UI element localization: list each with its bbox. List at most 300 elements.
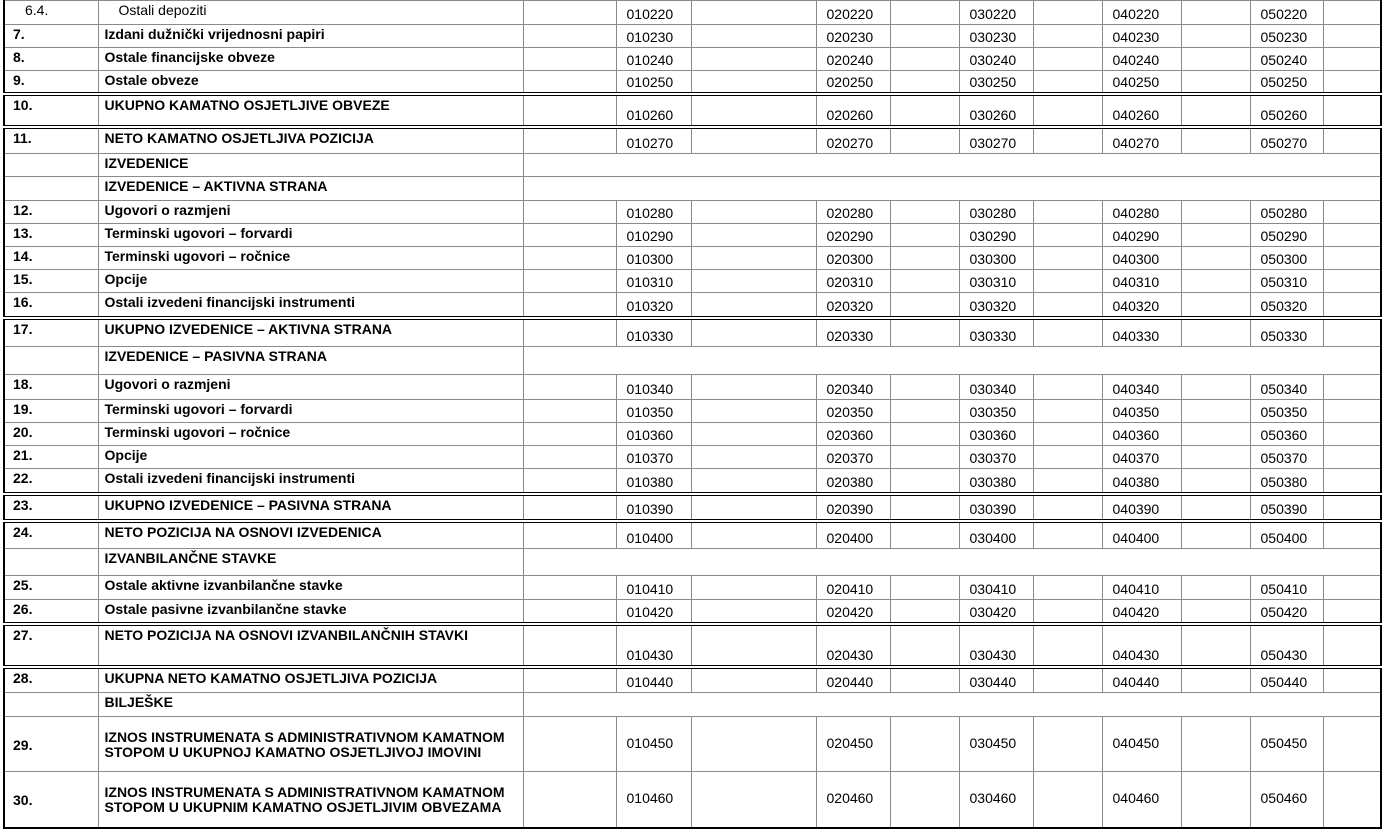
row-number: 11. bbox=[4, 127, 98, 154]
aop-code-cell: 030390 bbox=[959, 494, 1033, 521]
aop-code-cell: 040370 bbox=[1102, 446, 1181, 469]
value-input-cell[interactable] bbox=[1033, 423, 1102, 446]
value-input-cell[interactable] bbox=[1181, 667, 1250, 693]
report-table bbox=[3, 0, 1382, 829]
row-label: IZVEDENICE – PASIVNA STRANA bbox=[98, 347, 523, 375]
empty-cell bbox=[523, 624, 616, 667]
aop-code-cell: 040230 bbox=[1102, 25, 1181, 48]
value-input-cell[interactable] bbox=[1323, 71, 1381, 94]
value-input-cell[interactable] bbox=[1181, 224, 1250, 247]
value-input-cell[interactable] bbox=[1181, 446, 1250, 469]
value-input-cell[interactable] bbox=[890, 469, 959, 494]
aop-code-cell: 010240 bbox=[616, 48, 691, 71]
value-input-cell[interactable] bbox=[890, 127, 959, 154]
aop-code-cell: 030440 bbox=[959, 667, 1033, 693]
value-input-cell[interactable] bbox=[1181, 600, 1250, 624]
value-input-cell[interactable] bbox=[691, 469, 816, 494]
value-input-cell[interactable] bbox=[1181, 127, 1250, 154]
value-input-cell[interactable] bbox=[1323, 1, 1381, 25]
aop-code-cell: 040410 bbox=[1102, 576, 1181, 600]
value-input-cell[interactable] bbox=[691, 446, 816, 469]
empty-cell bbox=[523, 247, 616, 270]
aop-code-cell: 040250 bbox=[1102, 71, 1181, 94]
aop-code-cell: 020370 bbox=[816, 446, 890, 469]
value-input-cell[interactable] bbox=[890, 247, 959, 270]
empty-cell bbox=[523, 94, 616, 127]
aop-code-cell: 030250 bbox=[959, 71, 1033, 94]
aop-code-cell: 020270 bbox=[816, 127, 890, 154]
value-input-cell[interactable] bbox=[890, 667, 959, 693]
value-input-cell[interactable] bbox=[691, 717, 816, 772]
value-input-cell[interactable] bbox=[1033, 71, 1102, 94]
empty-cell bbox=[523, 494, 616, 521]
section-spacer bbox=[523, 154, 1381, 177]
row-number bbox=[4, 177, 98, 201]
table-row bbox=[4, 48, 1381, 71]
row-number: 19. bbox=[4, 400, 98, 423]
value-input-cell[interactable] bbox=[1033, 576, 1102, 600]
aop-code-cell: 020250 bbox=[816, 71, 890, 94]
aop-code-cell: 030420 bbox=[959, 600, 1033, 624]
value-input-cell[interactable] bbox=[691, 423, 816, 446]
aop-code-cell: 020420 bbox=[816, 600, 890, 624]
aop-code-cell: 030350 bbox=[959, 400, 1033, 423]
value-input-cell[interactable] bbox=[1323, 318, 1381, 347]
value-input-cell[interactable] bbox=[1181, 717, 1250, 772]
aop-code-cell: 050460 bbox=[1250, 772, 1323, 828]
aop-code-cell: 040330 bbox=[1102, 318, 1181, 347]
value-input-cell[interactable] bbox=[1033, 1, 1102, 25]
aop-code-cell: 030270 bbox=[959, 127, 1033, 154]
value-input-cell[interactable] bbox=[1323, 375, 1381, 400]
value-input-cell[interactable] bbox=[1323, 400, 1381, 423]
value-input-cell[interactable] bbox=[1181, 201, 1250, 224]
table-row bbox=[4, 224, 1381, 247]
aop-code-cell: 020340 bbox=[816, 375, 890, 400]
value-input-cell[interactable] bbox=[890, 494, 959, 521]
value-input-cell[interactable] bbox=[691, 375, 816, 400]
aop-code-cell: 010440 bbox=[616, 667, 691, 693]
aop-code-cell: 050430 bbox=[1250, 624, 1323, 667]
value-input-cell[interactable] bbox=[1033, 717, 1102, 772]
value-input-cell[interactable] bbox=[1181, 318, 1250, 347]
value-input-cell[interactable] bbox=[890, 1, 959, 25]
row-number: 16. bbox=[4, 293, 98, 318]
value-input-cell[interactable] bbox=[890, 521, 959, 549]
aop-code-cell: 010360 bbox=[616, 423, 691, 446]
aop-code-cell: 010300 bbox=[616, 247, 691, 270]
row-label: UKUPNA NETO KAMATNO OSJETLJIVA POZICIJA bbox=[98, 667, 523, 693]
row-label: IZVANBILANČNE STAVKE bbox=[98, 549, 523, 576]
aop-code-cell: 050220 bbox=[1250, 1, 1323, 25]
aop-code-cell: 040220 bbox=[1102, 1, 1181, 25]
row-label: Ostale aktivne izvanbilančne stavke bbox=[98, 576, 523, 600]
aop-code-cell: 030400 bbox=[959, 521, 1033, 549]
value-input-cell[interactable] bbox=[890, 600, 959, 624]
row-label: Ostale obveze bbox=[98, 71, 523, 94]
row-number: 23. bbox=[4, 494, 98, 521]
aop-code-cell: 010280 bbox=[616, 201, 691, 224]
aop-code-cell: 010250 bbox=[616, 71, 691, 94]
value-input-cell[interactable] bbox=[691, 494, 816, 521]
row-number: 24. bbox=[4, 521, 98, 549]
aop-code-cell: 020450 bbox=[816, 717, 890, 772]
table-row bbox=[4, 71, 1381, 94]
aop-code-cell: 040240 bbox=[1102, 48, 1181, 71]
value-input-cell[interactable] bbox=[1323, 293, 1381, 318]
aop-code-cell: 050380 bbox=[1250, 469, 1323, 494]
table-row bbox=[4, 201, 1381, 224]
value-input-cell[interactable] bbox=[1181, 71, 1250, 94]
row-label: IZVEDENICE bbox=[98, 154, 523, 177]
empty-cell bbox=[523, 717, 616, 772]
value-input-cell[interactable] bbox=[691, 1, 816, 25]
value-input-cell[interactable] bbox=[1033, 624, 1102, 667]
aop-code-cell: 020380 bbox=[816, 469, 890, 494]
row-number bbox=[4, 154, 98, 177]
row-number bbox=[4, 693, 98, 717]
value-input-cell[interactable] bbox=[1181, 25, 1250, 48]
value-input-cell[interactable] bbox=[890, 318, 959, 347]
value-input-cell[interactable] bbox=[691, 624, 816, 667]
table-row bbox=[4, 400, 1381, 423]
row-label: UKUPNO IZVEDENICE – AKTIVNA STRANA bbox=[98, 318, 523, 347]
row-number: 27. bbox=[4, 624, 98, 667]
aop-code-cell: 040360 bbox=[1102, 423, 1181, 446]
aop-code-cell: 030320 bbox=[959, 293, 1033, 318]
row-number: 21. bbox=[4, 446, 98, 469]
empty-cell bbox=[523, 600, 616, 624]
value-input-cell[interactable] bbox=[1181, 494, 1250, 521]
aop-code-cell: 040420 bbox=[1102, 600, 1181, 624]
aop-code-cell: 010220 bbox=[616, 1, 691, 25]
value-input-cell[interactable] bbox=[1323, 576, 1381, 600]
value-input-cell[interactable] bbox=[1181, 1, 1250, 25]
aop-code-cell: 030410 bbox=[959, 576, 1033, 600]
value-input-cell[interactable] bbox=[691, 48, 816, 71]
table-row bbox=[4, 576, 1381, 600]
value-input-cell[interactable] bbox=[1181, 293, 1250, 318]
row-label: NETO POZICIJA NA OSNOVI IZVEDENICA bbox=[98, 521, 523, 549]
row-label: UKUPNO KAMATNO OSJETLJIVE OBVEZE bbox=[98, 94, 523, 127]
aop-code-cell: 040400 bbox=[1102, 521, 1181, 549]
value-input-cell[interactable] bbox=[1323, 201, 1381, 224]
value-input-cell[interactable] bbox=[1323, 423, 1381, 446]
value-input-cell[interactable] bbox=[691, 270, 816, 293]
aop-code-cell: 050230 bbox=[1250, 25, 1323, 48]
value-input-cell[interactable] bbox=[691, 772, 816, 828]
value-input-cell[interactable] bbox=[1181, 270, 1250, 293]
row-label: IZNOS INSTRUMENATA S ADMINISTRATIVNOM KAMATNOM STOPOM U UKUPNOJ KAMATNO OSJETLJIVOJ IMOVINI bbox=[98, 717, 523, 772]
aop-code-cell: 020460 bbox=[816, 772, 890, 828]
aop-code-cell: 050400 bbox=[1250, 521, 1323, 549]
aop-code-cell: 040280 bbox=[1102, 201, 1181, 224]
value-input-cell[interactable] bbox=[890, 772, 959, 828]
section-spacer bbox=[523, 693, 1381, 717]
value-input-cell[interactable] bbox=[691, 576, 816, 600]
value-input-cell[interactable] bbox=[1033, 469, 1102, 494]
empty-cell bbox=[523, 201, 616, 224]
value-input-cell[interactable] bbox=[1323, 25, 1381, 48]
empty-cell bbox=[523, 772, 616, 828]
aop-code-cell: 010400 bbox=[616, 521, 691, 549]
table-row bbox=[4, 423, 1381, 446]
value-input-cell[interactable] bbox=[890, 717, 959, 772]
empty-cell bbox=[523, 375, 616, 400]
value-input-cell[interactable] bbox=[1323, 224, 1381, 247]
aop-code-cell: 020410 bbox=[816, 576, 890, 600]
value-input-cell[interactable] bbox=[890, 201, 959, 224]
value-input-cell[interactable] bbox=[1033, 375, 1102, 400]
row-label: Opcije bbox=[98, 446, 523, 469]
value-input-cell[interactable] bbox=[691, 224, 816, 247]
value-input-cell[interactable] bbox=[1033, 494, 1102, 521]
row-number: 8. bbox=[4, 48, 98, 71]
value-input-cell[interactable] bbox=[1323, 624, 1381, 667]
value-input-cell[interactable] bbox=[1323, 446, 1381, 469]
value-input-cell[interactable] bbox=[691, 94, 816, 127]
value-input-cell[interactable] bbox=[1181, 94, 1250, 127]
row-label: Izdani dužnički vrijednosni papiri bbox=[98, 25, 523, 48]
value-input-cell[interactable] bbox=[890, 375, 959, 400]
aop-code-cell: 010390 bbox=[616, 494, 691, 521]
value-input-cell[interactable] bbox=[1181, 48, 1250, 71]
value-input-cell[interactable] bbox=[890, 423, 959, 446]
value-input-cell[interactable] bbox=[1323, 247, 1381, 270]
value-input-cell[interactable] bbox=[691, 293, 816, 318]
table-row bbox=[4, 127, 1381, 154]
aop-code-cell: 040380 bbox=[1102, 469, 1181, 494]
value-input-cell[interactable] bbox=[691, 400, 816, 423]
aop-code-cell: 040440 bbox=[1102, 667, 1181, 693]
empty-cell bbox=[523, 446, 616, 469]
aop-code-cell: 050410 bbox=[1250, 576, 1323, 600]
empty-cell bbox=[523, 400, 616, 423]
value-input-cell[interactable] bbox=[1323, 94, 1381, 127]
table-row bbox=[4, 25, 1381, 48]
aop-code-cell: 020280 bbox=[816, 201, 890, 224]
value-input-cell[interactable] bbox=[1323, 270, 1381, 293]
aop-code-cell: 030260 bbox=[959, 94, 1033, 127]
empty-cell bbox=[523, 293, 616, 318]
aop-code-cell: 040450 bbox=[1102, 717, 1181, 772]
empty-cell bbox=[523, 1, 616, 25]
aop-code-cell: 050240 bbox=[1250, 48, 1323, 71]
row-label: Ostale pasivne izvanbilančne stavke bbox=[98, 600, 523, 624]
aop-code-cell: 030290 bbox=[959, 224, 1033, 247]
value-input-cell[interactable] bbox=[890, 270, 959, 293]
aop-code-cell: 050300 bbox=[1250, 247, 1323, 270]
value-input-cell[interactable] bbox=[1181, 772, 1250, 828]
value-input-cell[interactable] bbox=[691, 25, 816, 48]
value-input-cell[interactable] bbox=[691, 600, 816, 624]
value-input-cell[interactable] bbox=[691, 247, 816, 270]
value-input-cell[interactable] bbox=[890, 25, 959, 48]
value-input-cell[interactable] bbox=[1323, 717, 1381, 772]
row-label: NETO KAMATNO OSJETLJIVA POZICIJA bbox=[98, 127, 523, 154]
table-row bbox=[4, 600, 1381, 624]
aop-code-cell: 020290 bbox=[816, 224, 890, 247]
value-input-cell[interactable] bbox=[1323, 127, 1381, 154]
value-input-cell[interactable] bbox=[1323, 521, 1381, 549]
value-input-cell[interactable] bbox=[1181, 624, 1250, 667]
table-row bbox=[4, 293, 1381, 318]
aop-code-cell: 010420 bbox=[616, 600, 691, 624]
aop-code-cell: 010370 bbox=[616, 446, 691, 469]
aop-code-cell: 010410 bbox=[616, 576, 691, 600]
aop-code-cell: 050320 bbox=[1250, 293, 1323, 318]
value-input-cell[interactable] bbox=[691, 71, 816, 94]
value-input-cell[interactable] bbox=[1033, 772, 1102, 828]
aop-code-cell: 030310 bbox=[959, 270, 1033, 293]
section-spacer bbox=[523, 177, 1381, 201]
value-input-cell[interactable] bbox=[1181, 375, 1250, 400]
value-input-cell[interactable] bbox=[890, 446, 959, 469]
table-row bbox=[4, 717, 1381, 772]
row-label: Terminski ugovori – ročnice bbox=[98, 423, 523, 446]
value-input-cell[interactable] bbox=[691, 318, 816, 347]
aop-code-cell: 030380 bbox=[959, 469, 1033, 494]
table-row bbox=[4, 247, 1381, 270]
empty-cell bbox=[523, 667, 616, 693]
aop-code-cell: 010460 bbox=[616, 772, 691, 828]
section-spacer bbox=[523, 347, 1381, 375]
value-input-cell[interactable] bbox=[1033, 600, 1102, 624]
row-number: 20. bbox=[4, 423, 98, 446]
row-number bbox=[4, 549, 98, 576]
value-input-cell[interactable] bbox=[1033, 224, 1102, 247]
value-input-cell[interactable] bbox=[1181, 400, 1250, 423]
value-input-cell[interactable] bbox=[890, 293, 959, 318]
table-row bbox=[4, 469, 1381, 494]
section-header-row bbox=[4, 693, 1381, 717]
aop-code-cell: 050310 bbox=[1250, 270, 1323, 293]
aop-code-cell: 020360 bbox=[816, 423, 890, 446]
value-input-cell[interactable] bbox=[1033, 400, 1102, 423]
value-input-cell[interactable] bbox=[1323, 469, 1381, 494]
aop-code-cell: 050390 bbox=[1250, 494, 1323, 521]
aop-code-cell: 010450 bbox=[616, 717, 691, 772]
row-label: Ostale financijske obveze bbox=[98, 48, 523, 71]
value-input-cell[interactable] bbox=[1033, 201, 1102, 224]
row-label: NETO POZICIJA NA OSNOVI IZVANBILANČNIH STAVKI bbox=[98, 624, 523, 667]
value-input-cell[interactable] bbox=[1033, 247, 1102, 270]
aop-code-cell: 010340 bbox=[616, 375, 691, 400]
value-input-cell[interactable] bbox=[1181, 423, 1250, 446]
value-input-cell[interactable] bbox=[1181, 247, 1250, 270]
value-input-cell[interactable] bbox=[890, 400, 959, 423]
empty-cell bbox=[523, 521, 616, 549]
table-row bbox=[4, 494, 1381, 521]
value-input-cell[interactable] bbox=[1181, 521, 1250, 549]
empty-cell bbox=[523, 576, 616, 600]
row-number: 29. bbox=[4, 717, 98, 772]
table-row bbox=[4, 1, 1381, 25]
row-number: 14. bbox=[4, 247, 98, 270]
value-input-cell[interactable] bbox=[1033, 318, 1102, 347]
aop-code-cell: 010330 bbox=[616, 318, 691, 347]
aop-code-cell: 040320 bbox=[1102, 293, 1181, 318]
empty-cell bbox=[523, 25, 616, 48]
value-input-cell[interactable] bbox=[1033, 667, 1102, 693]
value-input-cell[interactable] bbox=[1033, 521, 1102, 549]
row-label: Ostali izvedeni financijski instrumenti bbox=[98, 293, 523, 318]
row-number: 13. bbox=[4, 224, 98, 247]
value-input-cell[interactable] bbox=[1033, 127, 1102, 154]
aop-code-cell: 020240 bbox=[816, 48, 890, 71]
value-input-cell[interactable] bbox=[890, 224, 959, 247]
value-input-cell[interactable] bbox=[1323, 772, 1381, 828]
aop-code-cell: 040310 bbox=[1102, 270, 1181, 293]
row-label: IZVEDENICE – AKTIVNA STRANA bbox=[98, 177, 523, 201]
aop-code-cell: 040340 bbox=[1102, 375, 1181, 400]
aop-code-cell: 050350 bbox=[1250, 400, 1323, 423]
value-input-cell[interactable] bbox=[1033, 48, 1102, 71]
row-number: 22. bbox=[4, 469, 98, 494]
aop-code-cell: 020230 bbox=[816, 25, 890, 48]
value-input-cell[interactable] bbox=[890, 576, 959, 600]
value-input-cell[interactable] bbox=[691, 127, 816, 154]
value-input-cell[interactable] bbox=[691, 667, 816, 693]
row-number: 7. bbox=[4, 25, 98, 48]
value-input-cell[interactable] bbox=[1181, 576, 1250, 600]
aop-code-cell: 040350 bbox=[1102, 400, 1181, 423]
value-input-cell[interactable] bbox=[1323, 667, 1381, 693]
aop-code-cell: 020400 bbox=[816, 521, 890, 549]
value-input-cell[interactable] bbox=[890, 71, 959, 94]
table-row bbox=[4, 446, 1381, 469]
aop-code-cell: 020430 bbox=[816, 624, 890, 667]
value-input-cell[interactable] bbox=[691, 201, 816, 224]
aop-code-cell: 040460 bbox=[1102, 772, 1181, 828]
value-input-cell[interactable] bbox=[1033, 446, 1102, 469]
value-input-cell[interactable] bbox=[1323, 600, 1381, 624]
row-label: Ugovori o razmjeni bbox=[98, 375, 523, 400]
table-row bbox=[4, 521, 1381, 549]
aop-code-cell: 030460 bbox=[959, 772, 1033, 828]
aop-code-cell: 010350 bbox=[616, 400, 691, 423]
aop-code-cell: 020320 bbox=[816, 293, 890, 318]
aop-code-cell: 020390 bbox=[816, 494, 890, 521]
aop-code-cell: 050260 bbox=[1250, 94, 1323, 127]
aop-code-cell: 010430 bbox=[616, 624, 691, 667]
row-number: 12. bbox=[4, 201, 98, 224]
value-input-cell[interactable] bbox=[1033, 25, 1102, 48]
value-input-cell[interactable] bbox=[1033, 293, 1102, 318]
table-row bbox=[4, 318, 1381, 347]
aop-code-cell: 040260 bbox=[1102, 94, 1181, 127]
value-input-cell[interactable] bbox=[1033, 94, 1102, 127]
aop-code-cell: 030220 bbox=[959, 1, 1033, 25]
aop-code-cell: 030330 bbox=[959, 318, 1033, 347]
row-number: 28. bbox=[4, 667, 98, 693]
aop-code-cell: 030370 bbox=[959, 446, 1033, 469]
value-input-cell[interactable] bbox=[890, 624, 959, 667]
table-row bbox=[4, 375, 1381, 400]
value-input-cell[interactable] bbox=[1181, 469, 1250, 494]
value-input-cell[interactable] bbox=[890, 48, 959, 71]
empty-cell bbox=[523, 270, 616, 293]
value-input-cell[interactable] bbox=[1323, 48, 1381, 71]
row-number: 25. bbox=[4, 576, 98, 600]
row-number: 18. bbox=[4, 375, 98, 400]
value-input-cell[interactable] bbox=[890, 94, 959, 127]
aop-code-cell: 020440 bbox=[816, 667, 890, 693]
value-input-cell[interactable] bbox=[1323, 494, 1381, 521]
value-input-cell[interactable] bbox=[691, 521, 816, 549]
value-input-cell[interactable] bbox=[1033, 270, 1102, 293]
section-header-row bbox=[4, 347, 1381, 375]
